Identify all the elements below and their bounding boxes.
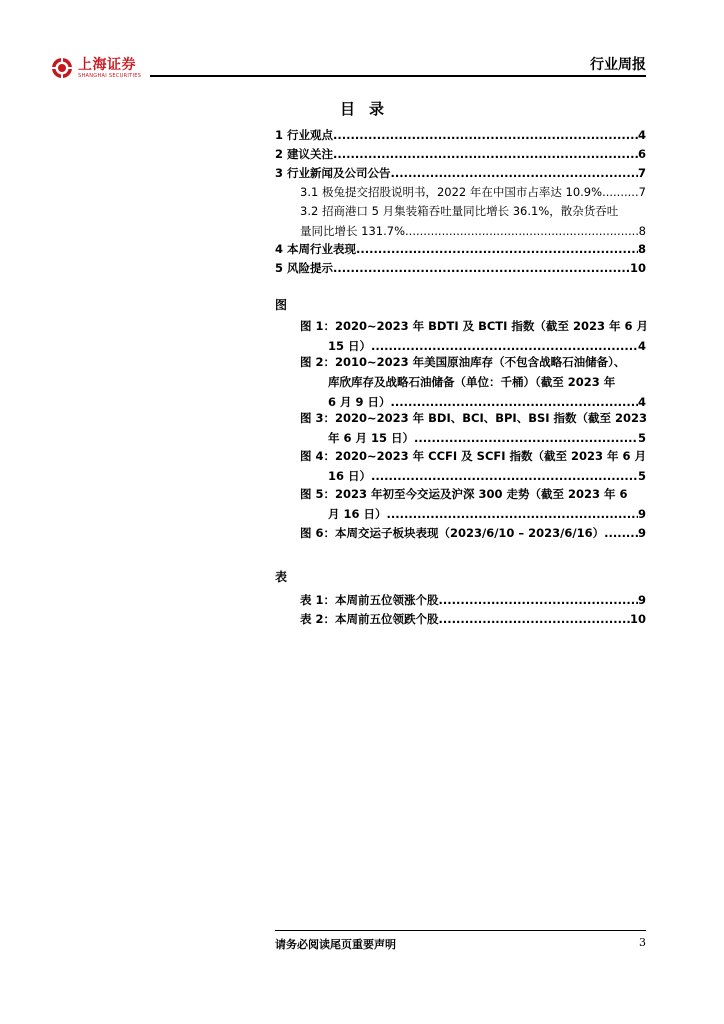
page-number: 3 <box>639 936 646 949</box>
toc-entry-label: 1 行业观点 <box>275 128 334 142</box>
toc-title: 目录 <box>339 100 398 118</box>
logo-name-en: SHANGHAI SECURITIES <box>78 72 142 79</box>
toc-entry-page: 6 <box>637 147 646 161</box>
figure-entry-page: 4 <box>637 339 646 353</box>
figure-entry-label: 图 4：2020~2023 年 CCFI 及 SCFI 指数（截至 2023 年 6 月 <box>300 449 647 463</box>
table-entry[interactable] <box>300 609 646 629</box>
toc-entry-page: 10 <box>629 261 646 275</box>
footer-disclaimer: 请务必阅读尾页重要声明 <box>275 938 396 951</box>
figure-entry-page: 5 <box>637 469 646 483</box>
header-divider <box>150 75 646 77</box>
figure-entry-label-cont: 15 日） <box>328 339 372 353</box>
leader-dots <box>333 144 638 164</box>
leader-dots <box>333 125 638 145</box>
logo-name-cn: 上海证券 <box>78 56 136 73</box>
figure-entry[interactable] <box>300 352 646 412</box>
toc-entry-page: 7 <box>638 185 646 199</box>
table-entry-page: 9 <box>637 593 646 607</box>
leader-dots <box>602 182 639 202</box>
figure-entry-label-cont: 月 16 日） <box>328 507 387 521</box>
figure-entry-label: 图 1：2020~2023 年 BDTI 及 BCTI 指数（截至 2023 年 6 月 <box>300 319 648 333</box>
company-logo <box>50 56 141 80</box>
figure-entry-label-cont: 6 月 9 日） <box>328 395 391 409</box>
toc-entry-label: 5 风险提示 <box>275 261 334 275</box>
figure-entry-page: 4 <box>637 395 646 409</box>
leader-dots <box>333 258 630 278</box>
figures-heading: 图 <box>275 298 288 312</box>
leader-dots <box>439 590 638 610</box>
figure-entry-label: 图 6：本周交运子板块表现（2023/6/10 – 2023/6/16） <box>300 526 605 540</box>
figure-entry-page: 9 <box>637 507 646 521</box>
report-type: 行业周报 <box>590 57 646 73</box>
leader-dots <box>371 466 638 486</box>
figure-entry[interactable] <box>300 446 646 486</box>
table-entry-page: 10 <box>629 612 646 626</box>
leader-dots <box>391 163 638 183</box>
figure-entry[interactable] <box>300 316 646 356</box>
toc-entry[interactable] <box>275 125 646 145</box>
table-entry-label: 表 1：本周前五位领涨个股 <box>300 593 439 607</box>
toc-entry-label: 3.2 招商港口 5 月集装箱吞吐量同比增长 36.1%，散杂货吞吐 <box>300 204 619 218</box>
leader-dots <box>604 523 638 543</box>
toc-entry-label: 3.1 极兔提交招股说明书，2022 年在中国市占率达 10.9% <box>300 185 603 199</box>
figure-entry[interactable] <box>300 484 646 524</box>
toc-entry[interactable] <box>275 144 646 164</box>
tables-heading: 表 <box>275 570 288 584</box>
leader-dots <box>405 221 639 241</box>
leader-dots <box>439 609 630 629</box>
toc-subentry[interactable] <box>300 201 646 241</box>
toc-entry[interactable] <box>275 163 646 183</box>
toc-subentry[interactable] <box>300 182 646 202</box>
figure-entry-label: 图 2：2010~2023 年美国原油库存（不包含战略石油储备）、 <box>300 355 626 369</box>
toc-entry-label: 4 本周行业表现 <box>275 242 357 256</box>
toc-entry[interactable] <box>275 258 646 278</box>
toc-entry-page: 8 <box>637 242 646 256</box>
figure-entry-page: 5 <box>637 431 646 445</box>
figure-entry-label-cont: 库欣库存及战略石油储备（单位：千桶）（截至 2023 年 <box>328 375 616 389</box>
table-entry-label: 表 2：本周前五位领跌个股 <box>300 612 439 626</box>
toc-entry-label: 2 建议关注 <box>275 147 334 161</box>
toc-entry[interactable] <box>275 239 646 259</box>
figure-entry[interactable] <box>300 408 646 448</box>
leader-dots <box>387 504 638 524</box>
toc-entry-label-cont: 量同比增长 131.7% <box>300 224 406 238</box>
leader-dots <box>414 428 638 448</box>
figure-entry-page: 9 <box>637 526 646 540</box>
footer-divider <box>275 930 646 931</box>
figure-entry-label-cont: 16 日） <box>328 469 372 483</box>
logo-emblem-icon <box>50 56 74 80</box>
toc-entry-page: 7 <box>637 166 646 180</box>
table-entry[interactable] <box>300 590 646 610</box>
toc-entry-page: 8 <box>638 224 646 238</box>
figure-entry-label: 图 5：2023 年初至今交运及沪深 300 走势（截至 2023 年 6 <box>300 487 628 501</box>
figure-entry[interactable] <box>300 523 646 543</box>
toc-entry-page: 4 <box>637 128 646 142</box>
leader-dots <box>356 239 638 259</box>
toc-entry-label: 3 行业新闻及公司公告 <box>275 166 391 180</box>
figure-entry-label-cont: 年 6 月 15 日） <box>328 431 415 445</box>
figure-entry-label: 图 3：2020~2023 年 BDI、BCI、BPI、BSI 指数（截至 2023 <box>300 411 648 425</box>
